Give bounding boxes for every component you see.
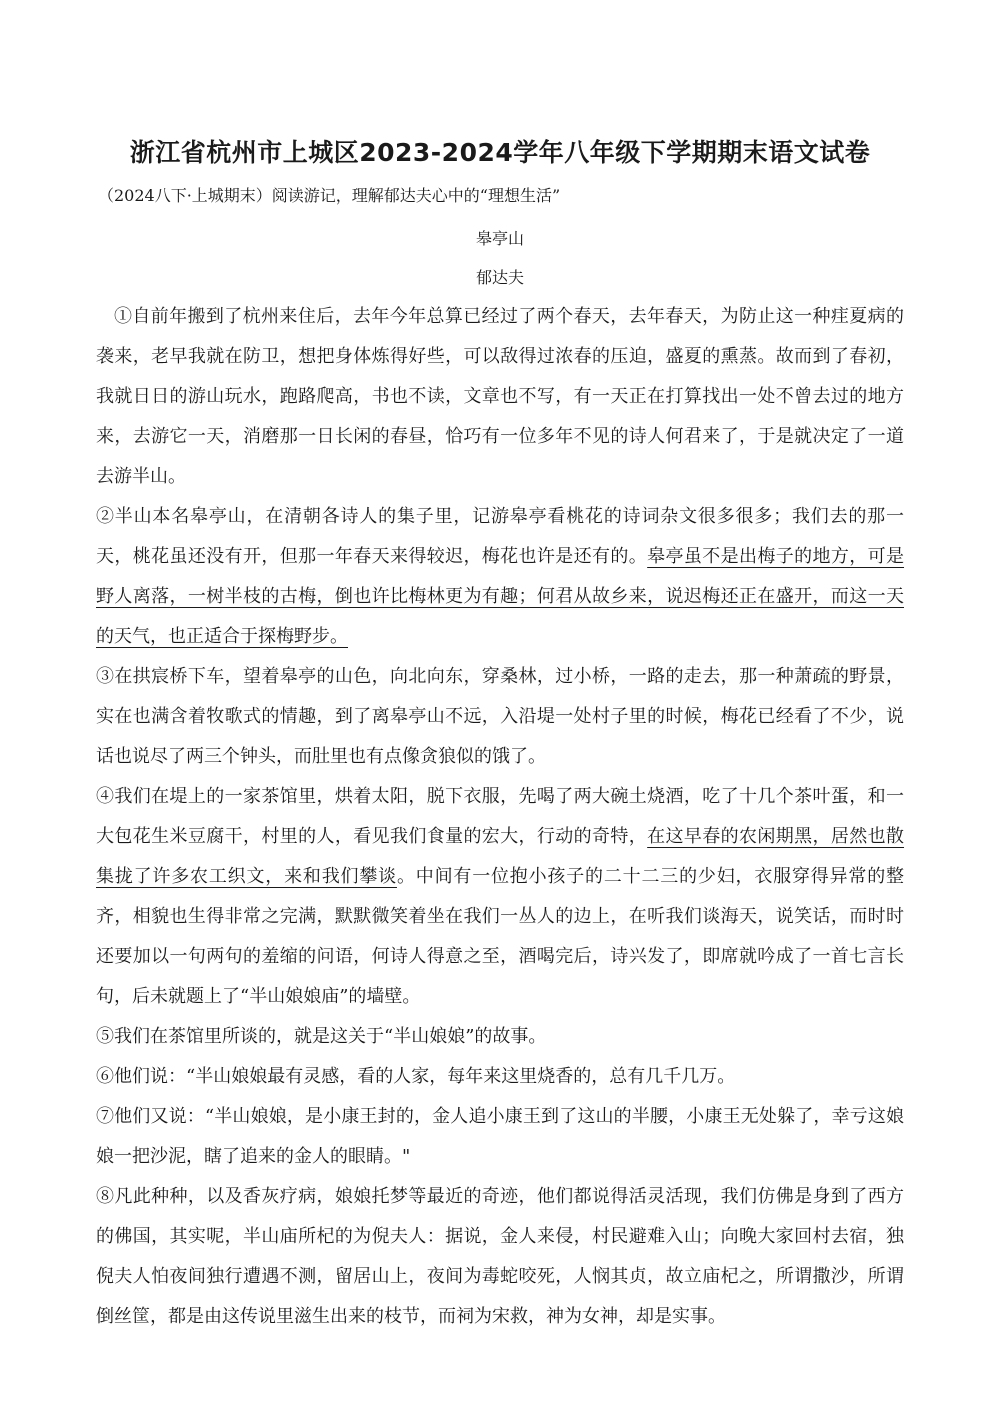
paragraph-2-text: ②半山本名皋亭山，在清朝各诗人的集子里，记游皋亭看桃花的诗词杂文很多很多；我们去的那一天，桃花虽还没有开，但那一年春天来得较迟，梅花也许是还有的。: [96, 506, 904, 567]
paragraph-3-text: ③在拱宸桥下车，望着皋亭的山色，向北向东，穿桑林，过小桥，一路的走去，那一种萧疏的野景，实在也满含着牧歌式的情趣，到了离皋亭山不远，入沿堤一处村子里的时候，梅花已经看了不少，说话也说尽了两三个钟头，而肚里也有点像贪狼似的饿了。: [96, 666, 904, 767]
essay-author: 郁达夫: [475, 268, 524, 287]
paragraph-1: [96, 297, 904, 497]
essay-body: [96, 297, 904, 1337]
paragraph-4: [96, 777, 904, 1017]
paragraph-4-text-start: ④我们在堤上的一家茶馆里，烘着太阳，脱下衣服，先喝了两大碗土烧酒，吃了十几个茶叶蛋，和一大包花生米豆腐干，村里的人，看见我们食量的宏大，行动的奇特，: [96, 786, 904, 847]
paragraph-7: [96, 1097, 904, 1177]
paragraph-2-underlined-sentence: 皋亭虽不是出梅子的地方，可是野人离落，一树半枝的古梅，倒也许比梅林更为有趣；何君从故乡来，说迟梅还正在盛开，而这一天的天气，也正适合于探梅野步。: [96, 546, 905, 647]
paragraph-1-text: ①自前年搬到了杭州来住后，去年今年总算已经过了两个春天，去年春天，为防止这一种疰夏病的袭来，老早我就在防卫，想把身体炼得好些，可以敌得过浓春的压迫，盛夏的熏蒸。故而到了春初，我就日日的游山玩水，跑路爬高，书也不读，文章也不写，有一天正在打算找出一处不曾去过的地方来，去游它一天，消磨那一日长闲的春昼，恰巧有一位多年不见的诗人何君来了，于是就决定了一道去游半山。: [96, 306, 904, 487]
paragraph-7-text: ⑦他们又说：“半山娘娘，是小康王封的，金人追小康王到了这山的半腰，小康王无处躲了，幸亏这娘娘一把沙泥，瞎了追来的金人的眼睛。": [96, 1106, 904, 1167]
paragraph-6-text: ⑥他们说：“半山娘娘最有灵感，看的人家，每年来这里烧香的，总有几千几万。: [96, 1066, 736, 1087]
paragraph-3: [96, 657, 904, 777]
paragraph-2: [96, 497, 904, 657]
paragraph-5: [96, 1017, 904, 1057]
paragraph-8: [96, 1177, 904, 1337]
paragraph-4-text-end: 。中间有一位抱小孩子的二十二三的少妇，衣服穿得异常的整齐，相貌也生得非常之完满，默默微笑着坐在我们一丛人的边上，在听我们谈海天，说笑话，而时时还要加以一句两句的羞缩的问语，何诗人得意之至，酒喝完后，诗兴发了，即席就吟成了一首七言长句，后未就题上了“半山娘娘庙”的墙壁。: [96, 866, 904, 1007]
paragraph-6: [96, 1057, 904, 1097]
paragraph-5-text: ⑤我们在茶馆里所谈的，就是这关于“半山娘娘”的故事。: [96, 1026, 547, 1047]
question-source-line: （2024八下·上城期末）阅读游记，理解郁达夫心中的“理想生活”: [98, 186, 561, 205]
paragraph-8-text: ⑧凡此种种，以及香灰疗病，娘娘托梦等最近的奇迹，他们都说得活灵活现，我们仿佛是身到了西方的佛国，其实呢，半山庙所杞的为倪夫人：据说，金人来侵，村民避难入山；向晚大家回村去宿，独倪夫人怕夜间独行遭遇不测，留居山上，夜间为毒蛇咬死，人悯其贞，故立庙杞之，所谓撒沙，所谓倒丝筐，都是由这传说里滋生出来的枝节，而祠为宋救，神为女神，却是实事。: [96, 1186, 904, 1327]
paragraph-4-underlined-sentence: 在这早春的农闲期黑，居然也散集拢了许多农工织文，来和我们攀谈: [96, 826, 905, 887]
exam-title: 浙江省杭州市上城区2023-2024学年八年级下学期期末语文试卷: [129, 138, 871, 167]
essay-title: 皋亭山: [475, 229, 524, 248]
